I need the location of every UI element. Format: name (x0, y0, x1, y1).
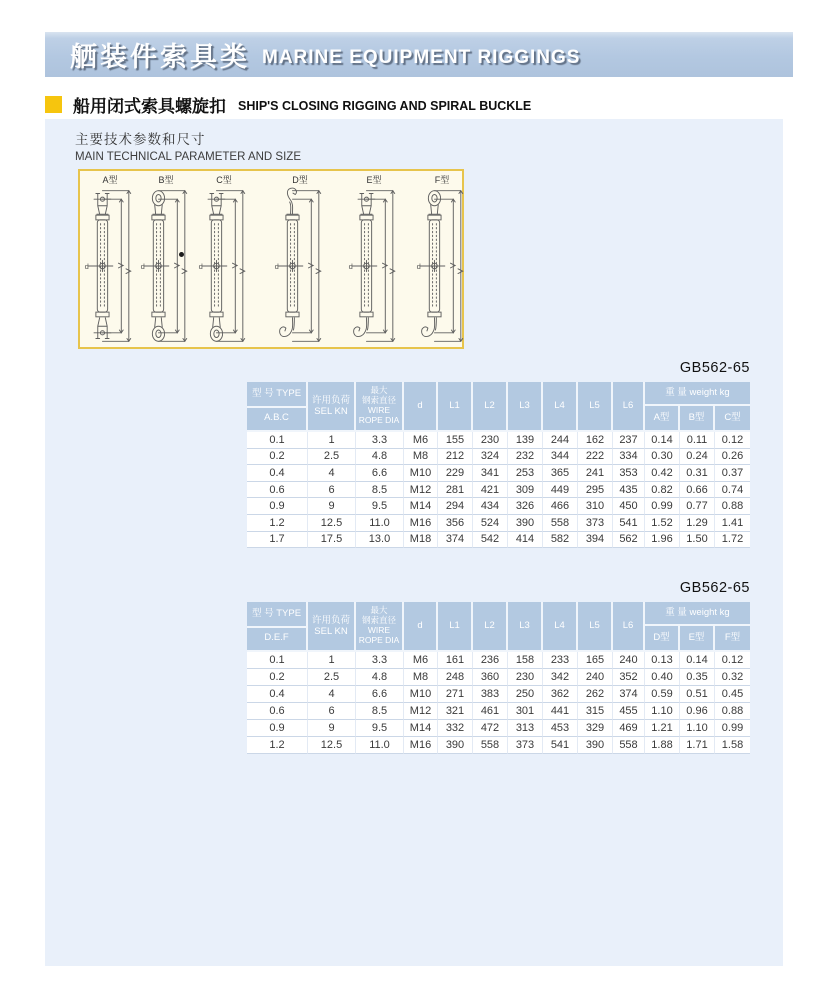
header-type-column (247, 382, 308, 430)
table-cell: 281 (438, 482, 473, 499)
table-cell: 321 (438, 703, 473, 720)
table-cell: 253 (508, 465, 543, 482)
table-cell: 541 (543, 737, 578, 754)
table-cell: 0.12 (715, 652, 750, 669)
table-cell: 271 (438, 686, 473, 703)
table-cell: 373 (508, 737, 543, 754)
table-cell: 582 (543, 532, 578, 549)
header-weight-label: 重 量 weight kg (645, 602, 750, 626)
header-l-column: L6 (613, 602, 645, 650)
table-cell: 6.6 (356, 686, 404, 703)
header-type-column (247, 602, 308, 650)
table-cell: 6 (308, 703, 356, 720)
table-cell: 558 (543, 515, 578, 532)
table-cell: 250 (508, 686, 543, 703)
figure-label: F型 (434, 175, 450, 185)
header-type-sub: D.E.F (264, 632, 289, 644)
header-weight-subcolumns (645, 406, 750, 430)
svg-text:d: d (274, 261, 279, 271)
header-wire-column (356, 602, 404, 650)
table-row (247, 737, 750, 754)
table-cell: 161 (438, 652, 473, 669)
turnbuckle-drawing-icon (346, 186, 402, 346)
table-cell: 466 (543, 498, 578, 515)
table-cell: 390 (438, 737, 473, 754)
table-cell: 0.4 (247, 686, 308, 703)
parameter-table-abc (247, 382, 750, 548)
parameters-caption-zh: 主要技术参数和尺寸 (75, 132, 206, 147)
table-cell: 222 (578, 449, 613, 466)
table-cell: 9 (308, 720, 356, 737)
table-cell: 1.21 (645, 720, 680, 737)
table-cell: 1.58 (715, 737, 750, 754)
turnbuckle-figure-e (346, 175, 402, 346)
header-wire-line: 钢索直径 (361, 395, 396, 406)
table-cell: 12.5 (308, 515, 356, 532)
table-cell: 362 (543, 686, 578, 703)
table-cell: 373 (578, 515, 613, 532)
table-cell: 212 (438, 449, 473, 466)
table-cell: 353 (613, 465, 645, 482)
table-cell: M8 (404, 449, 438, 466)
table-cell: 0.4 (247, 465, 308, 482)
header-sel-column (308, 602, 356, 650)
table-cell: 0.31 (680, 465, 715, 482)
table-cell: 165 (578, 652, 613, 669)
table-cell: 0.30 (645, 449, 680, 466)
table-cell: 0.9 (247, 720, 308, 737)
table-cell: 9.5 (356, 720, 404, 737)
header-l-column: L2 (473, 602, 508, 650)
table-row (247, 482, 750, 499)
header-l-column: L4 (543, 382, 578, 430)
table-row (247, 515, 750, 532)
table-cell: 469 (613, 720, 645, 737)
turnbuckle-drawing-icon (196, 186, 252, 346)
table-cell: 383 (473, 686, 508, 703)
header-wire-line: WIRE (367, 625, 391, 635)
table-cell: 8.5 (356, 703, 404, 720)
table-cell: 11.0 (356, 737, 404, 754)
table-cell: 139 (508, 432, 543, 449)
table-cell: M6 (404, 652, 438, 669)
table-cell: 0.14 (680, 652, 715, 669)
header-l-column: L3 (508, 382, 543, 430)
table-cell: 524 (473, 515, 508, 532)
table-cell: 162 (578, 432, 613, 449)
table-cell: M14 (404, 720, 438, 737)
table-cell: 0.24 (680, 449, 715, 466)
table-cell: 1.2 (247, 515, 308, 532)
table-cell: 1.10 (680, 720, 715, 737)
turnbuckle-diagram-box (78, 169, 464, 349)
turnbuckle-figure-c (196, 175, 252, 346)
header-weight-type: F型 (724, 632, 741, 644)
table-cell: 0.9 (247, 498, 308, 515)
table-cell: 230 (508, 669, 543, 686)
table-cell: 329 (578, 720, 613, 737)
table-cell: 1 (308, 432, 356, 449)
table-cell: M16 (404, 515, 438, 532)
table-cell: 1.2 (247, 737, 308, 754)
header-weight-type: D型 (645, 626, 680, 650)
header-wire-line: ROPE DIA (358, 634, 400, 645)
header-l-column: L1 (438, 602, 473, 650)
table-cell: M6 (404, 432, 438, 449)
table-cell: 0.26 (715, 449, 750, 466)
table-cell: 1.72 (715, 532, 750, 549)
table-cell: 313 (508, 720, 543, 737)
header-weight-type: C型 (724, 412, 741, 424)
header-sel-en: SEL KN (314, 406, 348, 417)
svg-text:d: d (140, 261, 145, 271)
table-cell: 461 (473, 703, 508, 720)
turnbuckle-drawing-icon (414, 186, 470, 346)
table-cell: 240 (613, 652, 645, 669)
table-cell: 17.5 (308, 532, 356, 549)
table-cell: 374 (438, 532, 473, 549)
content-panel (45, 119, 783, 966)
header-sel-zh: 许用负荷 (311, 614, 350, 626)
table-cell: 6 (308, 482, 356, 499)
table-header (247, 602, 750, 652)
table-row (247, 686, 750, 703)
table-cell: 558 (613, 737, 645, 754)
table-cell: M14 (404, 498, 438, 515)
table-cell: 0.88 (715, 703, 750, 720)
header-type-sub: A.B.C (264, 412, 289, 424)
svg-text:d: d (198, 261, 203, 271)
header-wire-line: 钢索直径 (361, 615, 396, 626)
figure-label: E型 (366, 175, 382, 185)
table-row (247, 432, 750, 449)
header-wire-line: 最大 (370, 385, 388, 396)
header-sel-column (308, 382, 356, 430)
table-cell: 356 (438, 515, 473, 532)
table-cell: 0.45 (715, 686, 750, 703)
table-cell: 236 (473, 652, 508, 669)
table-cell: 0.32 (715, 669, 750, 686)
table-cell: 13.0 (356, 532, 404, 549)
table-cell: 394 (578, 532, 613, 549)
svg-text:d: d (348, 261, 353, 271)
table-cell: 9 (308, 498, 356, 515)
table-cell: 450 (613, 498, 645, 515)
table-cell: 342 (543, 669, 578, 686)
table-cell: 374 (613, 686, 645, 703)
table-cell: 1.88 (645, 737, 680, 754)
section-heading (45, 93, 531, 115)
table-cell: 334 (613, 449, 645, 466)
table-cell: 6.6 (356, 465, 404, 482)
table-cell: 0.88 (715, 498, 750, 515)
table-cell: 0.96 (680, 703, 715, 720)
table-row (247, 532, 750, 549)
table-cell: 0.1 (247, 652, 308, 669)
table-body (247, 652, 750, 754)
table-cell: 294 (438, 498, 473, 515)
table-cell: 155 (438, 432, 473, 449)
table-cell: M12 (404, 482, 438, 499)
table-cell: 0.99 (645, 498, 680, 515)
table-cell: 441 (543, 703, 578, 720)
header-weight-type: E型 (680, 626, 715, 650)
table-row (247, 465, 750, 482)
parameters-caption (75, 128, 301, 163)
header-weight-subcolumns (645, 626, 750, 650)
header-l-column: L1 (438, 382, 473, 430)
table-cell: 315 (578, 703, 613, 720)
table-cell: 542 (473, 532, 508, 549)
table-cell: 1.50 (680, 532, 715, 549)
table-cell: 2.5 (308, 669, 356, 686)
table-cell: M18 (404, 532, 438, 549)
banner-title-zh: 舾装件索具类 (70, 42, 250, 72)
header-type-label: 型 号 TYPE (247, 602, 306, 628)
table-cell: 0.2 (247, 449, 308, 466)
header-l-column: L5 (578, 602, 613, 650)
table-cell: 12.5 (308, 737, 356, 754)
header-l-column: L5 (578, 382, 613, 430)
table-cell: 390 (578, 737, 613, 754)
table-cell: 455 (613, 703, 645, 720)
table-cell: 332 (438, 720, 473, 737)
yellow-bullet-icon (45, 96, 62, 113)
table-cell: M12 (404, 703, 438, 720)
svg-text:d: d (84, 261, 89, 271)
table-cell: 262 (578, 686, 613, 703)
table-cell: 453 (543, 720, 578, 737)
table-cell: 240 (578, 669, 613, 686)
standard-number-1: GB562-65 (679, 360, 750, 376)
table-row (247, 498, 750, 515)
table-cell: 0.74 (715, 482, 750, 499)
table-cell: 4.8 (356, 449, 404, 466)
table-cell: 0.14 (645, 432, 680, 449)
parameters-caption-en: MAIN TECHNICAL PARAMETER AND SIZE (75, 151, 301, 163)
turnbuckle-figure-a (82, 175, 138, 346)
table-row (247, 449, 750, 466)
table-cell: 232 (508, 449, 543, 466)
header-wire-line: 最大 (370, 605, 388, 616)
figure-label: B型 (158, 175, 174, 185)
table-cell: 0.66 (680, 482, 715, 499)
turnbuckle-figure-d (272, 175, 328, 346)
figure-label: A型 (102, 175, 118, 185)
table-header (247, 382, 750, 432)
table-cell: 244 (543, 432, 578, 449)
table-cell: 310 (578, 498, 613, 515)
table-cell: 0.12 (715, 432, 750, 449)
table-cell: 0.13 (645, 652, 680, 669)
table-cell: M16 (404, 737, 438, 754)
table-cell: 233 (543, 652, 578, 669)
table-cell: 229 (438, 465, 473, 482)
table-cell: 421 (473, 482, 508, 499)
standard-number-2: GB562-65 (679, 580, 750, 596)
header-d-column: d (404, 602, 438, 650)
table-cell: 4 (308, 465, 356, 482)
table-cell: 3.3 (356, 652, 404, 669)
header-l-column: L6 (613, 382, 645, 430)
header-sel-en: SEL KN (314, 626, 348, 637)
page-banner (45, 32, 793, 77)
table-cell: 1.7 (247, 532, 308, 549)
header-weight-group (645, 382, 750, 430)
header-wire-column (356, 382, 404, 430)
header-weight-group (645, 602, 750, 650)
table-cell: 1.41 (715, 515, 750, 532)
table-cell: 341 (473, 465, 508, 482)
table-cell: 0.6 (247, 482, 308, 499)
table-cell: 0.37 (715, 465, 750, 482)
table-cell: 237 (613, 432, 645, 449)
table-cell: 4.8 (356, 669, 404, 686)
turnbuckle-drawing-icon (272, 186, 328, 346)
banner-title-en: MARINE EQUIPMENT RIGGINGS (262, 46, 581, 68)
table-cell: M10 (404, 465, 438, 482)
table-cell: 0.99 (715, 720, 750, 737)
header-l-column: L3 (508, 602, 543, 650)
table-cell: M10 (404, 686, 438, 703)
table-cell: 0.11 (680, 432, 715, 449)
section-title-en: SHIP'S CLOSING RIGGING AND SPIRAL BUCKLE (238, 98, 532, 113)
table-cell: 0.35 (680, 669, 715, 686)
table-cell: 241 (578, 465, 613, 482)
table-cell: 541 (613, 515, 645, 532)
table-cell: 365 (543, 465, 578, 482)
parameter-table-def (247, 602, 750, 754)
turnbuckle-figure-b (138, 175, 194, 346)
table-cell: 309 (508, 482, 543, 499)
table-cell: 9.5 (356, 498, 404, 515)
header-type-label: 型 号 TYPE (247, 382, 306, 408)
table-cell: 4 (308, 686, 356, 703)
table-cell: 230 (473, 432, 508, 449)
table-cell: 1 (308, 652, 356, 669)
table-cell: 0.2 (247, 669, 308, 686)
header-l-column: L2 (473, 382, 508, 430)
table-cell: 472 (473, 720, 508, 737)
table-cell: 449 (543, 482, 578, 499)
turnbuckle-drawing-icon (82, 186, 138, 346)
header-wire-line: ROPE DIA (358, 414, 400, 425)
header-sel-zh: 许用负荷 (311, 394, 350, 406)
table-cell: 248 (438, 669, 473, 686)
table-cell: 360 (473, 669, 508, 686)
table-cell: 352 (613, 669, 645, 686)
figure-label: C型 (216, 175, 232, 185)
header-l-column: L4 (543, 602, 578, 650)
table-cell: 326 (508, 498, 543, 515)
table-row (247, 669, 750, 686)
table-cell: 1.10 (645, 703, 680, 720)
table-cell: 295 (578, 482, 613, 499)
table-cell: 0.42 (645, 465, 680, 482)
header-wire-line: WIRE (367, 405, 391, 415)
table-cell: 0.51 (680, 686, 715, 703)
table-cell: 0.6 (247, 703, 308, 720)
header-weight-type: A型 (645, 406, 680, 430)
table-cell: 344 (543, 449, 578, 466)
table-cell: 434 (473, 498, 508, 515)
table-cell: 324 (473, 449, 508, 466)
table-cell: 2.5 (308, 449, 356, 466)
table-cell: 0.82 (645, 482, 680, 499)
header-weight-type: B型 (680, 406, 715, 430)
turnbuckle-figure-f (414, 175, 470, 346)
table-cell: 1.52 (645, 515, 680, 532)
table-cell: 1.71 (680, 737, 715, 754)
table-cell: 1.29 (680, 515, 715, 532)
table-cell: 414 (508, 532, 543, 549)
table-body (247, 432, 750, 548)
table-cell: 8.5 (356, 482, 404, 499)
table-cell: 562 (613, 532, 645, 549)
table-cell: 435 (613, 482, 645, 499)
table-cell: 558 (473, 737, 508, 754)
table-row (247, 652, 750, 669)
table-cell: 0.59 (645, 686, 680, 703)
table-row (247, 720, 750, 737)
header-d-column: d (404, 382, 438, 430)
svg-text:d: d (416, 261, 421, 271)
table-cell: 11.0 (356, 515, 404, 532)
table-cell: 390 (508, 515, 543, 532)
dot-marker (179, 252, 184, 257)
table-cell: 3.3 (356, 432, 404, 449)
table-cell: 301 (508, 703, 543, 720)
table-row (247, 703, 750, 720)
figure-label: D型 (292, 175, 308, 185)
header-weight-label: 重 量 weight kg (645, 382, 750, 406)
turnbuckle-drawing-icon (138, 186, 194, 346)
section-title-zh: 船用闭式索具螺旋扣 (73, 96, 226, 116)
table-cell: 1.96 (645, 532, 680, 549)
table-cell: 0.40 (645, 669, 680, 686)
table-cell: 0.1 (247, 432, 308, 449)
table-cell: 158 (508, 652, 543, 669)
table-cell: M8 (404, 669, 438, 686)
table-cell: 0.77 (680, 498, 715, 515)
